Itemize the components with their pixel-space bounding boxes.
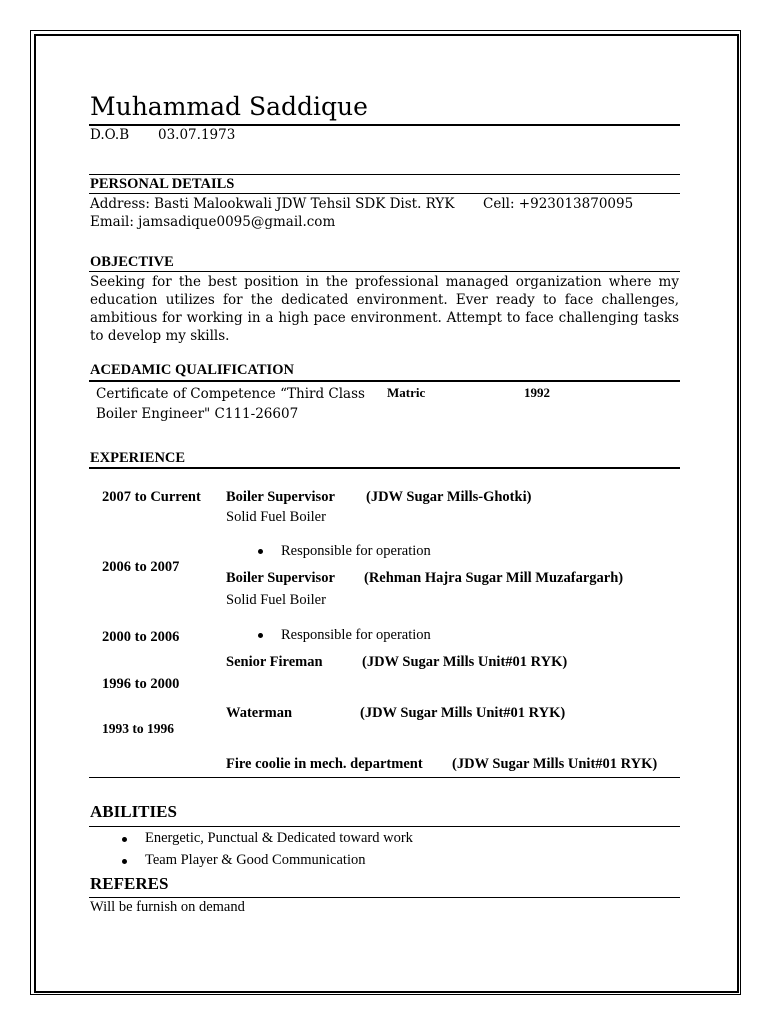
job-5-title: Fire coolie in mech. department — [226, 756, 423, 772]
degree-label: Matric — [387, 385, 426, 400]
job-4-title: Waterman — [226, 705, 293, 721]
ability-2-bullet-icon — [122, 859, 127, 864]
certificate-line-2: Boiler Engineer" C111-26607 — [96, 406, 299, 422]
references-text: Will be furnish on demand — [90, 899, 245, 915]
experience-bottom-rule — [89, 777, 680, 778]
dob-label: D.O.B — [90, 127, 130, 143]
experience-divider — [89, 467, 680, 469]
address-text: Address: Basti Malookwali JDW Tehsil SDK Dist. RYK — [90, 196, 455, 212]
academic-heading: ACEDAMIC QUALIFICATION — [90, 362, 294, 378]
ability-2-text: Team Player & Good Communication — [145, 852, 366, 868]
job-1-bullet-icon — [258, 549, 263, 554]
name-divider — [89, 124, 680, 126]
objective-divider — [89, 271, 680, 272]
dob-value: 03.07.1973 — [158, 127, 236, 143]
ability-1-bullet-icon — [122, 837, 127, 842]
job-1-company: (JDW Sugar Mills-Ghotki) — [366, 489, 532, 505]
job-1-bullet-text: Responsible for operation — [281, 543, 431, 559]
period-5: 1993 to 1996 — [102, 721, 174, 736]
job-3-company: (JDW Sugar Mills Unit#01 RYK) — [362, 654, 568, 670]
period-2: 2006 to 2007 — [102, 559, 180, 575]
job-2-company: (Rehman Hajra Sugar Mill Muzafargarh) — [364, 570, 624, 586]
degree-year: 1992 — [524, 385, 550, 400]
job-1-detail: Solid Fuel Boiler — [226, 509, 326, 525]
period-3: 2000 to 2006 — [102, 629, 180, 645]
certificate-line-1: Certificate of Competence “Third Class — [96, 386, 365, 402]
job-2-bullet-text: Responsible for operation — [281, 627, 431, 643]
personal-top-rule — [89, 174, 680, 175]
job-2-bullet-icon — [258, 633, 263, 638]
objective-heading: OBJECTIVE — [90, 254, 174, 270]
references-divider — [89, 897, 680, 898]
abilities-divider — [89, 826, 680, 827]
job-5-company: (JDW Sugar Mills Unit#01 RYK) — [452, 756, 658, 772]
job-2-title: Boiler Supervisor — [226, 570, 335, 586]
abilities-heading: ABILITIES — [90, 802, 177, 821]
personal-details-heading: PERSONAL DETAILS — [90, 176, 235, 192]
personal-divider — [89, 193, 680, 194]
job-4-company: (JDW Sugar Mills Unit#01 RYK) — [360, 705, 566, 721]
academic-divider — [89, 380, 680, 382]
experience-heading: EXPERIENCE — [90, 450, 186, 466]
period-4: 1996 to 2000 — [102, 676, 180, 692]
job-3-title: Senior Fireman — [226, 654, 323, 670]
email-text: Email: jamsadique0095@gmail.com — [90, 214, 336, 230]
ability-1-text: Energetic, Punctual & Dedicated toward work — [145, 830, 413, 846]
job-2-detail: Solid Fuel Boiler — [226, 592, 326, 608]
references-heading: REFERES — [90, 874, 169, 893]
candidate-name: Muhammad Saddique — [90, 92, 368, 121]
period-1: 2007 to Current — [102, 489, 201, 505]
cell-text: Cell: +923013870095 — [483, 196, 634, 212]
objective-text: Seeking for the best position in the professional managed organization where my education utilizes for the dedicated environment. Ever ready to face challenges, ambitious for working in a high pace environment. Attempt to face challenging tasks to develop my skills. — [90, 274, 679, 344]
job-1-title: Boiler Supervisor — [226, 489, 335, 505]
